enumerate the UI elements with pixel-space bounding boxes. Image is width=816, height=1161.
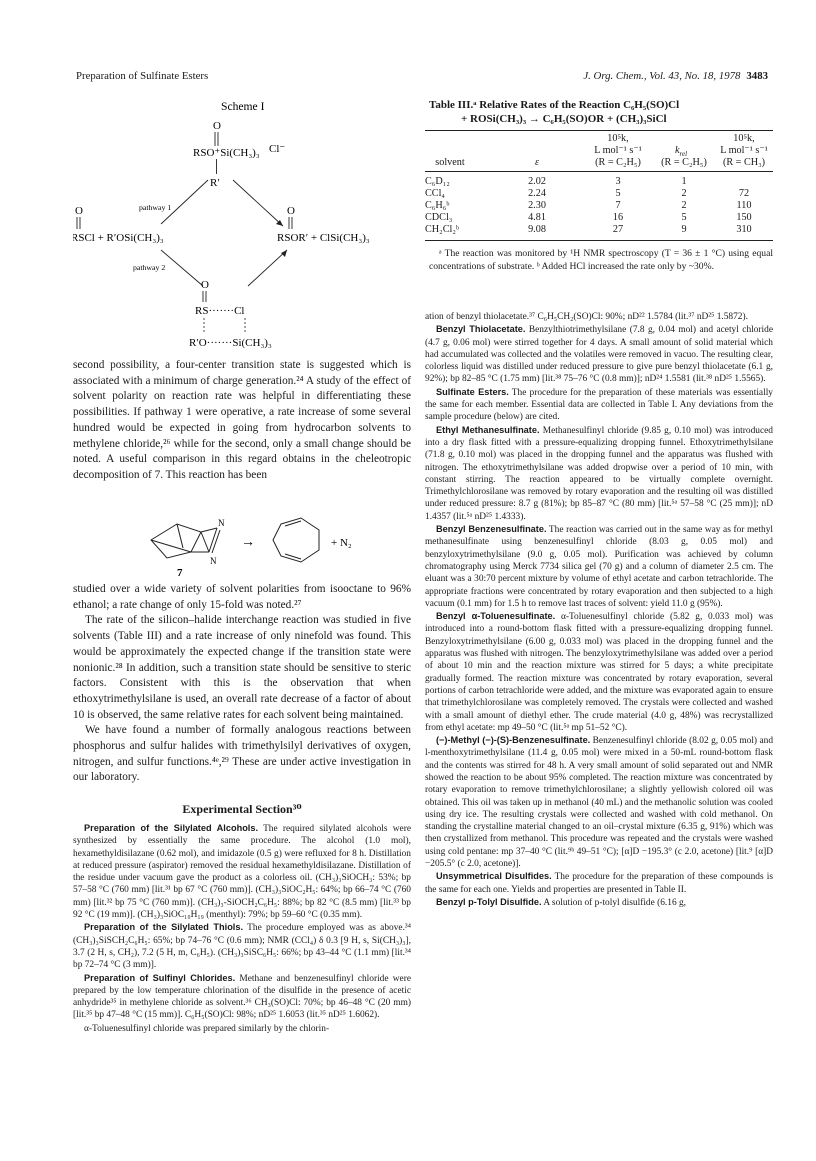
experimental-right [425,310,773,909]
exp-paragraph: Benzyl Benzenesulfinate. The reaction was carried out in the same way as for methyl methanesulfinate using benzenesulfinyl chloride (8.03 g, 0.05 mol) and benzyloxytrimethylsilane (9.0 g, 0.05 mol). Purification was achieved by column chromatography using Merck 7734 silica gel (70 g) and a column of diameter 2.5 cm. The eluant was a 30:70 percent mixture by volume of ethyl acetate and carbon tetrachloride. The appropriate fractions were concentrated by rotary evaporation and then subjected to a high vacuum (0.1 mm) for 1.5 h to remove last traces of solvent: yield 11.0 g (95%). [425,524,773,609]
table-title-line-1: Table III.ᵃ Relative Rates of the Reaction C₆H₅(SO)Cl [429,99,680,111]
left-text-2 [73,582,411,786]
scheme-r-prime: R′ [210,177,220,189]
right-oxygen: O [287,205,295,217]
compound-7-label: 7 [177,567,183,579]
left-text-1 [73,358,411,484]
left-oxygen: O [75,205,83,217]
products: RSOR′ + ClSi(CH₃)₃ [277,232,370,244]
table-row: C₆D₁₂ 2.02 3 1 [425,176,687,187]
transition-state-bottom: R′O·······Si(CH₃)₃ [189,337,272,349]
exp-paragraph: (−)-Methyl (−)-(S)-Benzenesulfinate. Benzenesulfinyl chloride (8.02 g, 0.05 mol) and l-menthoxytrimethylsilane (11.4 g, 0.05 mol) were mixed in a 50-mL round-bottom flask and the contents was stirred for 48 h. A very small amount of solid separated out and NMR showed the reaction to be about 95% completed. The reaction mixture was concentrated by rotary evaporation to remove trimethylchlorosilane; a slightly yellowish colored oil was obtained. This oil was taken up in methanol (40 mL) and the methanolic solution was cooled using dry ice. The resulting crystals were collected and washed with cold methanol. On standing the crystalline material changed to an oil–crystal mixture (6.35 g, 91%) which was then crystallized from methanol. This procedure was repeated and the crystals were washed using cold pentane: mp 37–40 °C (lit.⁹ᵇ 49–51 °C); [α]D −195.3° (c 2.0, acetone) [lit.⁹ [α]D −205.5° (c 2.0, acetone)]. [425,735,774,870]
exp-paragraph: Preparation of Sulfinyl Chlorides. Methane and benzenesulfinyl chloride were prepared by the low temperature chlorination of the disulfide in the presence of acetic anhydride³⁵ in methylene chloride as solvent.³⁶ CH₃(SO)Cl: 70%; bp 46–48 °C (20 mm) [lit.³⁵ bp 47–48 °C (15 mm)]. C₆H₅(SO)Cl: 98%; nD²⁵ 1.6053 (lit.³⁵ nD²⁵ 1.6062). [73,972,411,1021]
bottom-oxygen: O [201,279,209,291]
svg-text:N: N [210,556,217,566]
exp-paragraph: Benzyl α-Toluenesulfinate. α-Toluenesulfinyl chloride (5.82 g, 0.033 mol) was introduced into a round-bottom flask fitted with a pressure-equalizing dropping funnel. Benzyloxytrimethylsilane (6.00 g, 0.033 mol) was placed in the dropping funnel and the apparatus was flushed with nitrogen. The benzyloxytrimethylsilane was added over a period of about 10 min and the reaction mixture was stirred for 5 days; a white precipitate gradually formed. The reaction mixture was concentrated by rotary evaporation, several portions of carbon tetrachloride were added, and the mixture was evaporated again to ensure that trimethylchlorosilane was completely removed. The crystals were collected and washed with a small amount of diethyl ether. The crude material (4.0 g, 48%) was recrystallized from ethyl acetate: mp 49–50 °C (lit.⁵ᵃ mp 51–52 °C). [425,611,773,733]
exp-paragraph: Preparation of the Silylated Alcohols. The required silylated alcohols were synthesized by essentially the same procedure. The alcohol (1.0 mol), hexamethyldisilazane (0.62 mol), and imidazole (0.5 g) were refluxed for 8 h. Distillation at reduced pressure (aspirator) removed the residual hexamethyldisilazane. Distillation of the residue under vacuum gave the product as a colorless oil. (CH₃)₃SiOCH₃: 53%; bp 57–58 °C (760 mm) [lit.³¹ bp 67 °C (760 mm)]. (CH₃)₃SiOC₂H₅: 64%; bp 66–74 °C (760 mm) [lit.³² bp 75 °C (760 mm)]. (CH₃)₃-SiOCH₂C₆H₅: 88%; bp 82 °C (8.5 mm) [lit.³³ bp 92 °C (19 mm)]. (CH₃)₃SiOC₁₀H₁₉ (menthyl): 79%; bp 59–60 °C (0.35 mm). [73,823,411,921]
col-header-k1-line1: 10⁵k, [607,133,629,144]
paragraph: The rate of the silicon–halide interchange reaction was studied in five solvents (Table III) and a rate increase of only ninefold was found. This would be approximately the expected change if the transition state were nonionic.²⁸ In addition, such a transition state should be sensitive to steric factors. Consistent with this is the observation that when ethoxytrimethylsilane is used, an overall rate decrease of a factor of about 10 is observed, the same relative rates for each solvent being maintained. [73,614,411,721]
table-row: CCl₄ 2.24 5 2 72 [425,188,750,199]
scheme-title: Scheme I [221,100,265,113]
exp-paragraph: ation of benzyl thiolacetate.³⁷ C₆H₅CH₂(SO)Cl: 90%; nD²² 1.5784 (lit.³⁷ nD²⁵ 1.5872). [425,312,748,322]
page-number: 3483 [746,70,768,82]
paragraph: studied over a wide variety of solvent polarities from isooctane to 96% ethanol; a rate change of only 15-fold was noted.²⁷ [73,583,411,611]
svg-text:N: N [218,518,225,528]
scheme-diagram [73,96,411,356]
sulfonium-intermediate: RSO⁺Si(CH₃)₃ [193,147,260,159]
experimental-left [73,822,411,1035]
col-header-solvent: solvent [435,157,465,168]
reactants: RSCl + R′OSi(CH₃)₃ [73,232,164,244]
reaction-7-diagram [73,502,411,580]
table-row: CDCl₃ 4.81 16 5 150 [425,212,752,223]
pathway-1-label: pathway 1 [139,203,172,212]
exp-paragraph: Benzyl p-Tolyl Disulfide. A solution of p-tolyl disulfide (6.16 g, [436,896,687,908]
exp-paragraph: Sulfinate Esters. The procedure for the preparation of these materials was essentially the same for each member. Essential data are collected in Table I. Any deviations from the sample procedure (below) are cited. [425,386,773,423]
col-header-k1-line3: (R = C₂H₅) [595,157,641,168]
col-header-k2-line1: 10⁵k, [733,133,755,144]
transition-state-top: RS·······Cl [195,305,245,317]
running-head-journal [583,70,768,82]
chloride-anion: Cl⁻ [269,143,286,155]
exp-paragraph: Preparation of the Silylated Thiols. The procedure employed was as above.³⁴ (CH₃)₃SiSCH₂C₆H₅: 65%; bp 74–76 °C (0.6 mm); NMR (CCl₄) δ 0.3 [9 H, s, Si(CH₃)₃], 3.7 (2 H, s, CH₂), 7.2 (5 H, m, C₆H₅). (CH₃)₃SiSC₆H₅: 66%; bp 43–44 °C (1.1 mm) [lit.³⁴ bp 72–74 °C (3 mm)]. [73,922,411,971]
scheme-i [73,96,411,356]
table-row: C₆H₆ᵇ 2.30 7 2 110 [425,200,752,211]
table-footnote: ᵃ The reaction was monitored by ¹H NMR spectroscopy (T = 36 ± 1 °C) using equal concentrations of substrate. ᵇ Added HCl increased the rate only by ~30%. [429,248,773,272]
col-header-k2-line2: L mol⁻¹ s⁻¹ [720,145,768,156]
col-header-epsilon: ε [534,157,539,168]
table-iii [425,130,773,250]
running-head-title: Preparation of Sulfinate Esters [76,70,209,82]
scheme-top-oxygen: O [213,120,221,132]
col-header-krel: $k_{rel}$ [674,145,688,159]
col-header-krel-line3: (R = C₂H₅) [661,157,707,168]
exp-paragraph: Unsymmetrical Disulfides. The procedure for the preparation of these compounds is the same for each one. Yields and properties are presented in Table II. [425,871,773,895]
table-row: CH₂Cl₂ᵇ 9.08 27 9 310 [425,224,752,235]
pathway-2-label: pathway 2 [133,263,166,272]
paragraph: We have found a number of formally analogous reactions between phosphorus and sulfur halides with trimethylsilyl derivatives of oxygen, nitrogen, and sulfur functions.⁴ᵉ,²⁹ These are under active investigation in our laboratory. [73,724,411,784]
paragraph: second possibility, a four-center transition state is suggested which is associated with a minimum of charge generation.²⁴ A study of the effect of solvent polarity on reaction rate was helpful in differentiating these possibilities. If pathway 1 were operative, a rate increase of some several hundred would be expected in going from hydrocarbon solvents to methylene chloride,²⁶ while for the second, only a small change should be noted. A useful comparison in this regard obtains in the cheleotropic decomposition of 7. This reaction has been [73,359,411,481]
exp-paragraph: Ethyl Methanesulfinate. Methanesulfinyl chloride (9.85 g, 0.10 mol) was introduced into a dry flask fitted with a pressure-equalizing dropping funnel. Ethoxytrimethylsilane (71.8 g, 0.10 mol) was placed in the dropping funnel and the apparatus was flushed with nitrogen. The ethoxytrimethylsilane was added dropwise over a period of 10 min, with constant stirring. The reaction appeared to be virtually complete overnight. Trimethylchlorosilane was removed by rotary evaporation and the resulting oil was distilled under reduced pressure: 8.7 g (81%); bp 85–87 °C (80 mm) [lit.⁵ᵃ 57–58 °C (25 mm)]; nD 1.4357 (lit.⁵ᵃ nD²⁵ 1.4333). [425,424,773,522]
col-header-k1-line2: L mol⁻¹ s⁻¹ [594,145,642,156]
experimental-heading: Experimental Section³⁰ [182,802,302,816]
exp-paragraph: Benzyl Thiolacetate. Benzylthiotrimethylsilane (7.8 g, 0.04 mol) and acetyl chloride (4.7 g, 0.06 mol) were stirred together for 4 days. A small amount of solid material which had accumulated was collected and the volatiles were removed in vacuo. The resulting clear, colorless liquid was distilled under reduced pressure to give pure benzyl thiolacetate (6.1 g, 92%); bp 82–85 °C (1.75 mm) [lit.³⁸ 75–76 °C (0.8 mm)]; nD²⁴ 1.5581 (lit.³⁸ nD²⁵ 1.5565). [425,324,773,385]
nitrogen-product: + N₂ [331,537,352,549]
col-header-k2-line3: (R = CH₃) [722,157,766,168]
reaction-arrow: → [241,535,255,550]
exp-paragraph: α-Toluenesulfinyl chloride was prepared similarly by the chlorin- [84,1023,330,1034]
table-title-line-2: + ROSi(CH₃)₃ → C₆H₅(SO)OR + (CH₃)₃SiCl [461,113,667,125]
reaction-7 [73,502,411,580]
table-iii-title [429,98,773,126]
journal-citation: J. Org. Chem., Vol. 43, No. 18, 1978 [583,70,741,82]
